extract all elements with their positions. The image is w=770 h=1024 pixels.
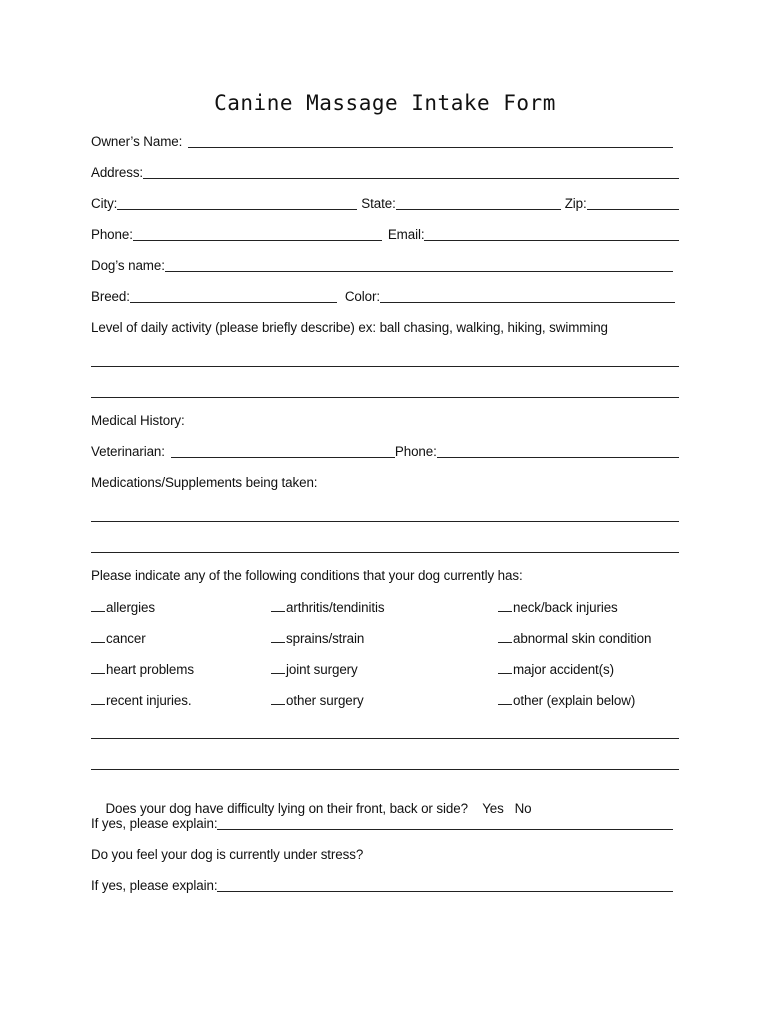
conditions-answer-line-2[interactable] [91, 769, 679, 770]
checkbox-blank[interactable] [498, 692, 512, 705]
conditions-answer-line-1[interactable] [91, 738, 679, 739]
veterinarian-row [91, 444, 679, 460]
zip-label: Zip: [564, 196, 587, 211]
city-label: City: [91, 196, 118, 211]
explain-2-field[interactable] [217, 878, 673, 892]
dogs-name-label: Dog’s name: [91, 258, 165, 273]
stress-question: Do you feel your dog is currently under stress? [91, 847, 364, 862]
breed-field[interactable] [130, 289, 337, 303]
explain-2-label: If yes, please explain: [91, 878, 218, 893]
state-label: State: [361, 196, 396, 211]
city-state-zip-row [91, 196, 679, 212]
checkbox-blank[interactable] [498, 599, 512, 612]
condition-major-accident[interactable]: major accident(s) [498, 661, 688, 678]
color-field[interactable] [380, 289, 675, 303]
form-title: Canine Massage Intake Form [214, 91, 556, 115]
phone-label: Phone: [91, 227, 133, 242]
medications-prompt: Medications/Supplements being taken: [91, 475, 318, 490]
no-option[interactable]: No [514, 801, 532, 816]
checkbox-blank[interactable] [498, 661, 512, 674]
condition-allergies[interactable]: allergies [91, 599, 261, 616]
owners-name-row [91, 134, 673, 150]
checkbox-blank[interactable] [271, 661, 285, 674]
vet-phone-field[interactable] [437, 444, 679, 458]
city-field[interactable] [117, 196, 357, 210]
owners-name-field[interactable] [188, 134, 673, 148]
email-field[interactable] [424, 227, 679, 241]
veterinarian-field[interactable] [171, 444, 395, 458]
checkbox-blank[interactable] [91, 630, 105, 643]
yes-option[interactable]: Yes [482, 801, 504, 816]
difficulty-lying-question: Does your dog have difficulty lying on their front, back or side? [105, 801, 468, 816]
explain-1-label: If yes, please explain: [91, 816, 218, 831]
dogs-name-field[interactable] [165, 258, 673, 272]
checkbox-blank[interactable] [271, 692, 285, 705]
medications-answer-line-1[interactable] [91, 521, 679, 522]
condition-arthritis[interactable]: arthritis/tendinitis [271, 599, 491, 616]
checkbox-blank[interactable] [271, 630, 285, 643]
medical-history-heading: Medical History: [91, 413, 185, 428]
checkbox-blank[interactable] [271, 599, 285, 612]
phone-email-row [91, 227, 679, 243]
address-field[interactable] [143, 165, 679, 179]
dogs-name-row [91, 258, 673, 274]
condition-other[interactable]: other (explain below) [498, 692, 688, 709]
condition-neck-back[interactable]: neck/back injuries [498, 599, 688, 616]
condition-cancer[interactable]: cancer [91, 630, 261, 647]
checkbox-blank[interactable] [91, 661, 105, 674]
email-label: Email: [387, 227, 425, 242]
condition-joint-surgery[interactable]: joint surgery [271, 661, 491, 678]
state-field[interactable] [396, 196, 561, 210]
explain-2-row [91, 878, 673, 894]
vet-phone-label: Phone: [394, 444, 437, 459]
phone-field[interactable] [133, 227, 382, 241]
condition-skin[interactable]: abnormal skin condition [498, 630, 688, 647]
color-label: Color: [344, 289, 380, 304]
breed-color-row [91, 289, 675, 305]
explain-1-row [91, 816, 673, 832]
condition-recent-injuries[interactable]: recent injuries. [91, 692, 261, 709]
explain-1-field[interactable] [217, 816, 673, 830]
address-row [91, 165, 679, 181]
conditions-prompt: Please indicate any of the following conditions that your dog currently has: [91, 568, 523, 583]
checkbox-blank[interactable] [91, 599, 105, 612]
checkbox-blank[interactable] [498, 630, 512, 643]
condition-other-surgery[interactable]: other surgery [271, 692, 491, 709]
veterinarian-label: Veterinarian: [91, 444, 165, 459]
medications-answer-line-2[interactable] [91, 552, 679, 553]
condition-sprains[interactable]: sprains/strain [271, 630, 491, 647]
checkbox-blank[interactable] [91, 692, 105, 705]
condition-heart[interactable]: heart problems [91, 661, 261, 678]
address-label: Address: [91, 165, 144, 180]
activity-answer-line-2[interactable] [91, 397, 679, 398]
owners-name-label: Owner’s Name: [91, 134, 183, 149]
activity-prompt: Level of daily activity (please briefly describe) ex: ball chasing, walking, hiking, swimming [91, 320, 608, 335]
breed-label: Breed: [91, 289, 130, 304]
zip-field[interactable] [587, 196, 679, 210]
activity-answer-line-1[interactable] [91, 366, 679, 367]
